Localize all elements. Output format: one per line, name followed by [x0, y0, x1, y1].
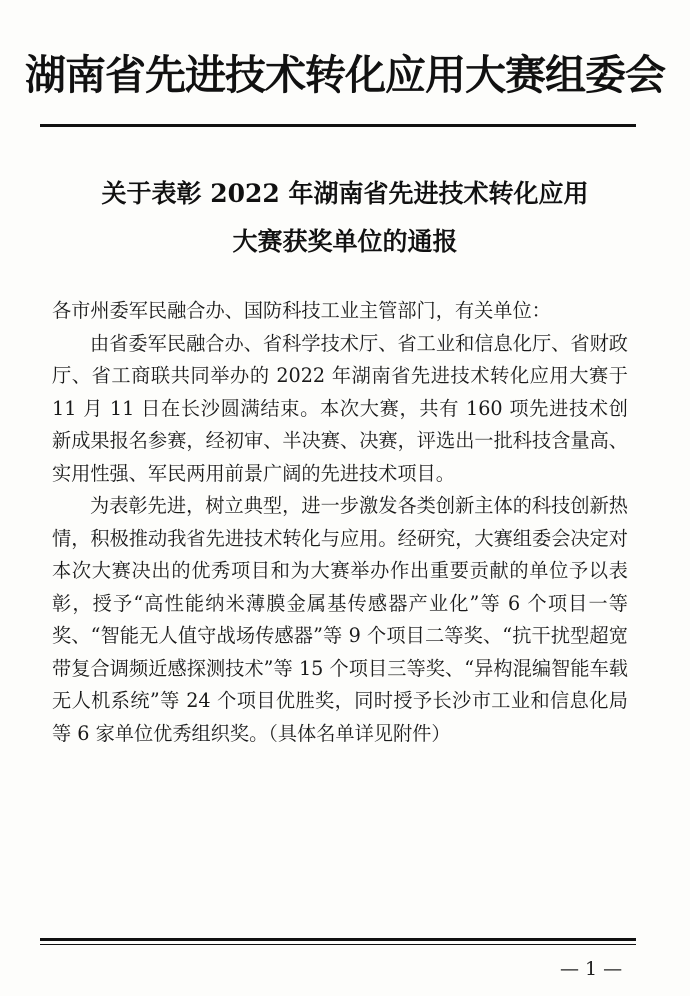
- footer-divider-bottom: [40, 944, 636, 945]
- body-paragraph-2: 为表彰先进，树立典型，进一步激发各类创新主体的科技创新热情，积极推动我省先进技术转化与应用。经研究，大赛组委会决定对本次大赛决出的优秀项目和为大赛举办作出重要贡献的单位予以表彰，授予“高性能纳米薄膜金属基传感器产业化”等 6 个项目一等奖、“智能无人值守战场传感器”等 9 个项目二等奖、“抗干扰型超宽带复合调频近感探测技术”等 15 个项目三等奖、“异构混编智能车载无人机系统”等 24 个项目优胜奖，同时授予长沙市工业和信息化局等 6 家单位优秀组织奖。（具体名单详见附件）: [52, 494, 628, 745]
- document-title-line-1: 关于表彰 2022 年湖南省先进技术转化应用: [101, 179, 589, 208]
- letterhead-divider: [40, 124, 636, 127]
- footer-divider-top: [40, 938, 636, 941]
- letterhead-org-name: 湖南省先进技术转化应用大赛组委会: [25, 51, 665, 99]
- document-title: [0, 170, 690, 266]
- body-paragraph-1: 由省委军民融合办、省科学技术厅、省工业和信息化厅、省财政厅、省工商联共同举办的 2022 年湖南省先进技术转化应用大赛于 11 月 11 日在长沙圆满结束。本次大赛，共有 160 项先进技术创新成果报名参赛，经初审、半决赛、决赛，评选出一批科技含量高、实用性强、军民两用前景广阔的先进技术项目。: [52, 331, 628, 485]
- document-body: [52, 295, 628, 750]
- page-number: — 1 —: [560, 958, 623, 980]
- document-title-line-2: 大赛获奖单位的通报: [232, 227, 458, 256]
- salutation: 各市州委军民融合办、国防科技工业主管部门，有关单位：: [52, 299, 551, 322]
